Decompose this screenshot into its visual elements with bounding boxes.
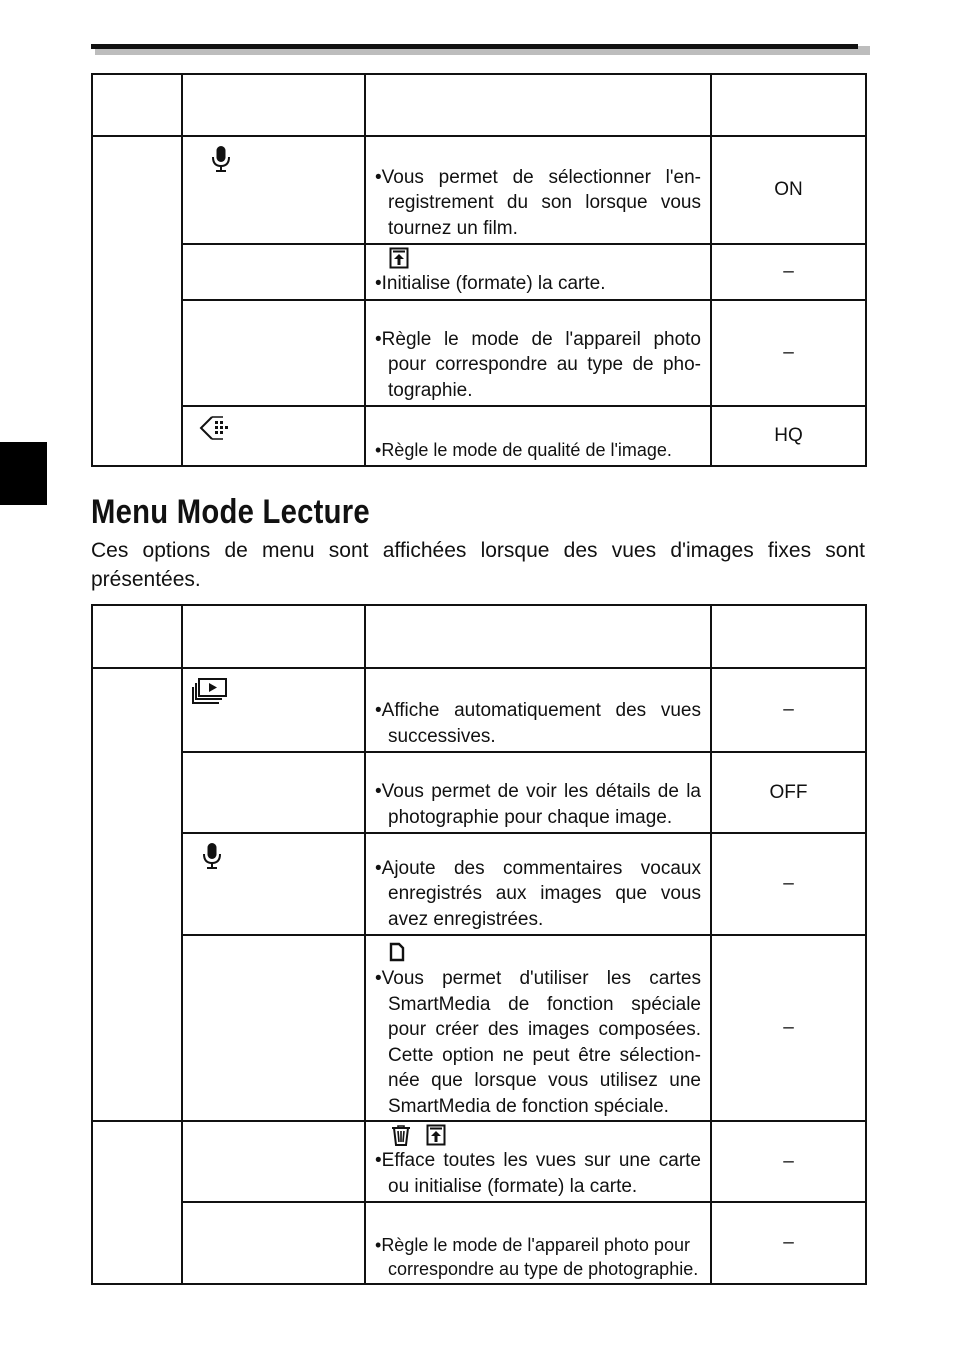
icon-cell — [182, 752, 365, 833]
header-cell — [182, 605, 365, 668]
value-cell: – — [711, 300, 866, 406]
section-title: Menu Mode Lecture — [91, 493, 370, 531]
table-header-row — [92, 74, 866, 136]
header-cell — [182, 74, 365, 136]
table-row — [92, 136, 866, 244]
row-description: Règle le mode de qualité de l'image. — [381, 439, 672, 460]
row-description: Règle le mode de l'appareil photo pour correspondre au type de photographie. — [381, 1235, 699, 1279]
icon-cell — [182, 1202, 365, 1284]
header-cell — [711, 605, 866, 668]
icon-cell — [182, 833, 365, 935]
group-cell — [92, 668, 182, 1121]
trash-icon — [389, 1126, 413, 1147]
table-row — [92, 935, 866, 1121]
microphone-icon — [211, 147, 231, 168]
table-row — [92, 833, 866, 935]
format-card-icon — [426, 1126, 446, 1147]
row-description: Vous permet de sélectionner l'enregistrement du son lorsque vous tournez un film. — [381, 166, 701, 239]
value-cell: HQ — [711, 406, 866, 466]
header-cell — [92, 605, 182, 668]
description-cell: •Initialise (formate) la carte. — [365, 244, 711, 300]
row-description: Ajoute des commentaires vocaux enregistrés aux images que vous avez enregistrées. — [381, 857, 701, 930]
group-cell — [92, 136, 182, 466]
value-cell: OFF — [711, 752, 866, 833]
header-cell — [365, 605, 711, 668]
icon-cell — [182, 136, 365, 244]
icon-cell — [182, 935, 365, 1121]
value-cell: ON — [711, 136, 866, 244]
table-row — [92, 406, 866, 466]
row-description: Règle le mode de l'appareil photo pour correspondre au type de photographie. — [381, 328, 701, 401]
table-row — [92, 1121, 866, 1202]
value-cell: – — [711, 1202, 866, 1284]
row-description: Efface toutes les vues sur une carte ou initialise (formate) la carte. — [381, 1150, 701, 1197]
table-row — [92, 244, 866, 300]
table-row — [92, 668, 866, 752]
value-cell: – — [711, 668, 866, 752]
chapter-tab — [0, 442, 47, 505]
card-icon — [389, 944, 405, 965]
microphone-icon — [202, 844, 222, 865]
value-cell: – — [711, 244, 866, 300]
row-description: Vous permet d'utiliser les cartes SmartMedia de fonction spéciale pour créer des images composées. Cette option ne peut être sélectionnée que lorsque vous utilisez une SmartMedia de fonction spéciale. — [381, 968, 701, 1117]
description-cell: •Règle le mode de qualité de l'image. — [365, 406, 711, 466]
header-cell — [711, 74, 866, 136]
value-cell: – — [711, 1121, 866, 1202]
menu-table-playback — [91, 604, 867, 1285]
row-description: Affiche automatiquement des vues successives. — [381, 700, 701, 747]
value-cell: – — [711, 833, 866, 935]
header-rule — [91, 44, 858, 49]
description-cell: •Vous permet de voir les détails de la photographie pour chaque image. — [365, 752, 711, 833]
icon-cell — [182, 668, 365, 752]
header-cell — [92, 74, 182, 136]
icon-cell — [182, 1121, 365, 1202]
description-cell: •Vous permet de sélectionner l'enregistrement du son lorsque vous tournez un film. — [365, 136, 711, 244]
table-row — [92, 300, 866, 406]
description-cell: •Règle le mode de l'appareil photo pour correspondre au type de photographie. — [365, 300, 711, 406]
menu-table-shooting — [91, 73, 867, 467]
slideshow-icon — [192, 679, 228, 700]
description-cell: •Règle le mode de l'appareil photo pour correspondre au type de photographie. — [365, 1202, 711, 1284]
icon-cell — [182, 300, 365, 406]
header-cell — [365, 74, 711, 136]
row-description: Initialise (formate) la carte. — [381, 273, 606, 294]
table-header-row — [92, 605, 866, 668]
table-row — [92, 1202, 866, 1284]
format-card-icon — [389, 249, 409, 270]
description-cell: •Ajoute des commentaires vocaux enregistrés aux images que vous avez enregistrées. — [365, 833, 711, 935]
row-description: Vous permet de voir les détails de la photographie pour chaque image. — [381, 781, 701, 828]
group-cell — [92, 1121, 182, 1284]
description-cell: •Vous permet d'utiliser les cartes SmartMedia de fonction spéciale pour créer des images composées. Cette option ne peut être sélectionnée que lorsque vous utilisez une SmartMedia de fonction spéciale. — [365, 935, 711, 1121]
description-cell: •Efface toutes les vues sur une carte ou initialise (formate) la carte. — [365, 1121, 711, 1202]
section-intro: Ces options de menu sont affichées lorsque des vues d'images fixes sont présentées. — [91, 539, 865, 591]
value-cell: – — [711, 935, 866, 1121]
description-cell: •Affiche automatiquement des vues successives. — [365, 668, 711, 752]
icon-cell — [182, 244, 365, 300]
quality-icon — [199, 417, 235, 438]
table-row — [92, 752, 866, 833]
icon-cell — [182, 406, 365, 466]
